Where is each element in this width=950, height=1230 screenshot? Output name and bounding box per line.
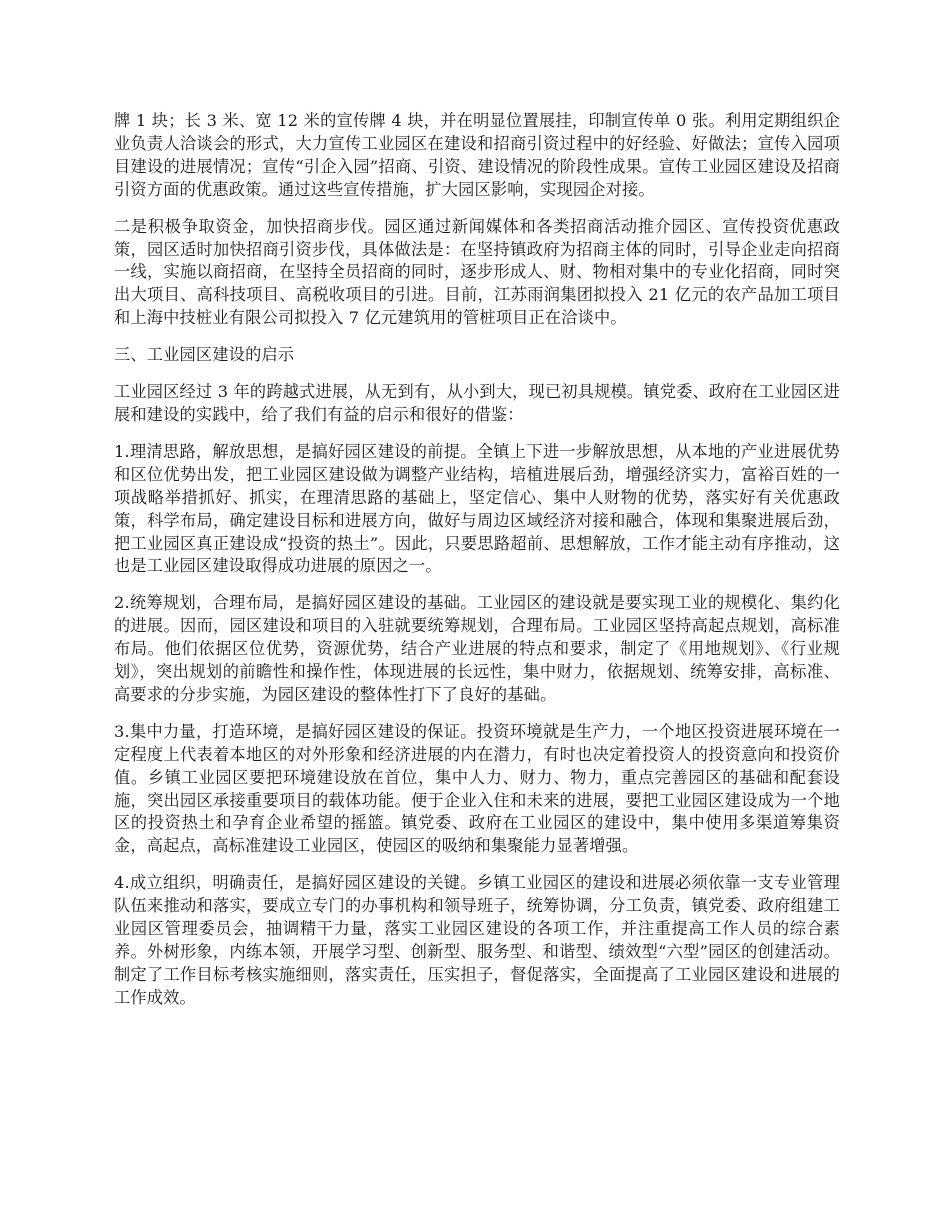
paragraph-funding-investment: 二是积极争取资金，加快招商步伐。园区通过新闻媒体和各类招商活动推介园区、宣传投资优惠政策，园区适时加快招商引资步伐，具体做法是：在坚持镇政府为招商主体的同时，引导企业走向招商一线，实施以商招商，在坚持全员招商的同时，逐步形成人、财、物相对集中的专业化招商，同时突出大项目、高科技项目、高税收项目的引进。目前，江苏雨润集团拟投入 21 亿元的农产品加工项目和上海中技桩业有限公司拟投入 7 亿元建筑用的管桩项目正在洽谈中。 bbox=[114, 216, 840, 328]
paragraph-insight-2: 2.统筹规划，合理布局，是搞好园区建设的基础。工业园区的建设就是要实现工业的规模化、集约化的进展。因而，园区建设和项目的入驻就要统筹规划，合理布局。工业园区坚持高起点规划，高标准布局。他们依据区位优势，资源优势，结合产业进展的特点和要求，制定了《用地规划》、《行业规划》，突出规划的前瞻性和操作性，体现进展的长远性，集中财力，依据规划、统筹安排，高标准、高要求的分步实施，为园区建设的整体性打下了良好的基础。 bbox=[114, 593, 840, 704]
section-heading-insights: 三、工业园区建设的启示 bbox=[114, 345, 295, 365]
paragraph-insight-4: 4.成立组织，明确责任，是搞好园区建设的关键。乡镇工业园区的建设和进展必须依靠一支专业管理队伍来推动和落实，要成立专门的办事机构和领导班子，统筹协调，分工负责，镇党委、政府组建工业园区管理委员会，抽调精干力量，落实工业园区建设的各项工作，并注重提高工作人员的综合素养。外树形象，内练本领，开展学习型、创新型、服务型、和谐型、绩效型“六型”园区的创建活动。制定了工作目标考核实施细则，落实责任，压实担子，督促落实，全面提高了工业园区建设和进展的工作成效。 bbox=[114, 873, 840, 1007]
paragraph-insight-1: 1.理清思路，解放思想，是搞好园区建设的前提。全镇上下进一步解放思想，从本地的产业进展优势和区位优势出发，把工业园区建设做为调整产业结构，培植进展后劲，增强经济实力，富裕百姓的一项战略举措抓好、抓实，在理清思路的基础上，坚定信心、集中人财物的优势，落实好有关优惠政策，科学布局，确定建设目标和进展方向，做好与周边区域经济对接和融合，体现和集聚进展后劲，把工业园区真正建设成“投资的热土”。因此，只要思路超前、思想解放，工作才能主动有序推动，这也是工业园区建设取得成功进展的原因之一。 bbox=[114, 441, 840, 576]
document-page bbox=[114, 110, 840, 1024]
paragraph-insights-intro: 工业园区经过 3 年的跨越式进展，从无到有，从小到大，现已初具规模。镇党委、政府在工业园区进展和建设的实践中，给了我们有益的启示和很好的借鉴： bbox=[114, 382, 840, 424]
paragraph-insight-3: 3.集中力量，打造环境，是搞好园区建设的保证。投资环境就是生产力，一个地区投资进展环境在一定程度上代表着本地区的对外形象和经济进展的内在潜力，有时也决定着投资人的投资意向和投资价值。乡镇工业园区要把环境建设放在首位，集中人力、财力、物力，重点完善园区的基础和配套设施，突出园区承接重要项目的载体功能。便于企业入住和未来的进展，要把工业园区建设成为一个地区的投资热土和孕育企业希望的摇篮。镇党委、政府在工业园区的建设中，集中使用多渠道筹集资金，高起点，高标准建设工业园区，使园区的吸纳和集聚能力显著增强。 bbox=[114, 721, 840, 856]
paragraph-publicity-measures: 牌 1 块；长 3 米、宽 12 米的宣传牌 4 块，并在明显位置展挂，印制宣传单 0 张。利用定期组织企业负责人洽谈会的形式，大力宣传工业园区在建设和招商引资过程中的好经验、好做法；宣传入园项目建设的进展情况；宣传“引企入园”招商、引资、建设情况的阶段性成果。宣传工业园区建设及招商引资方面的优惠政策。通过这些宣传措施，扩大园区影响，实现园企对接。 bbox=[114, 111, 840, 199]
